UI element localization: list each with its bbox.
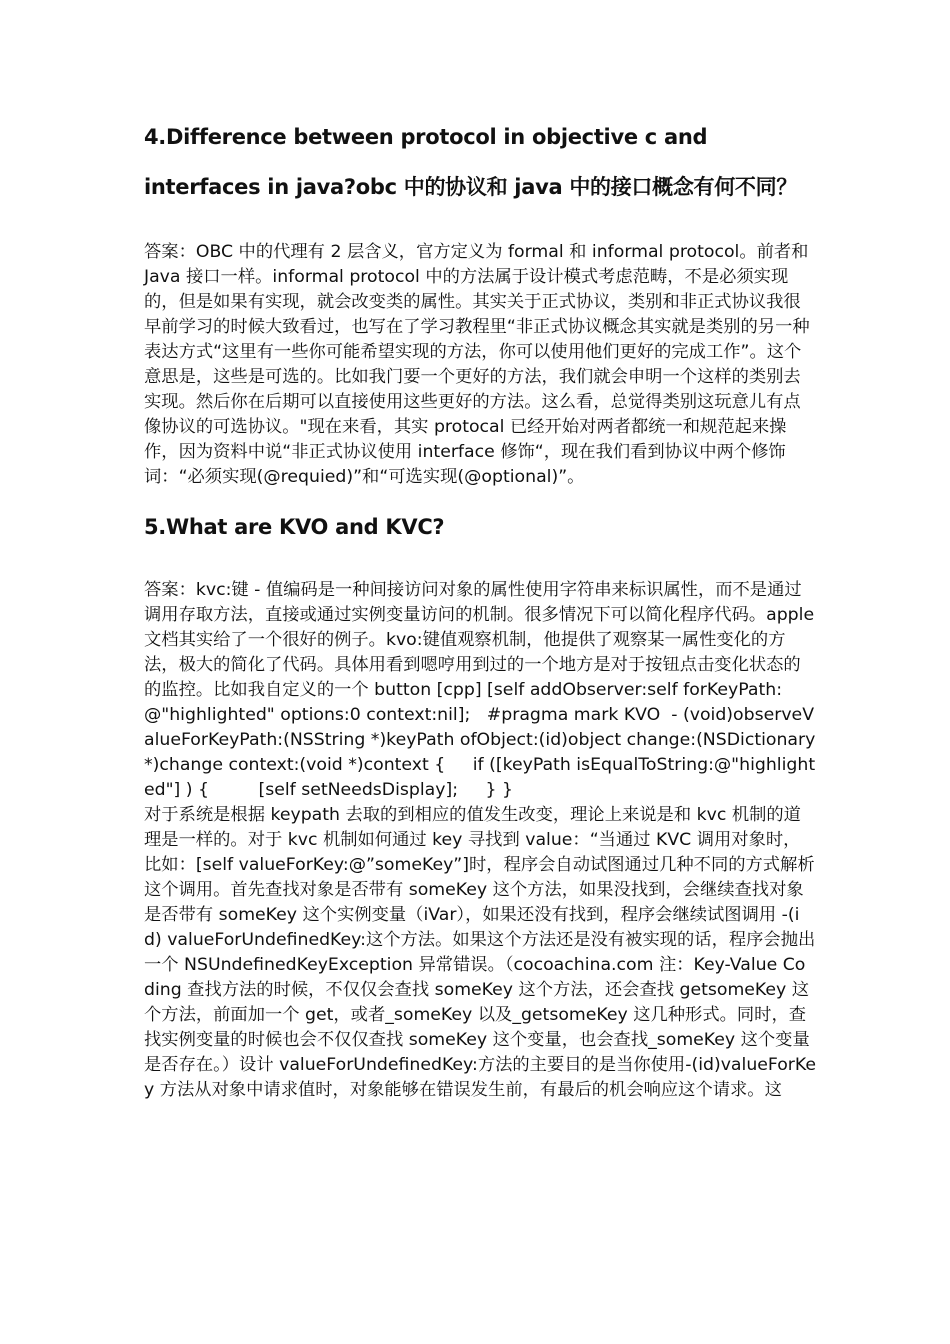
document-content [144,112,821,1103]
question-5-heading: 5.What are KVO and KVC? [144,515,445,539]
question-4-heading: 4.Difference between protocol in objective c and interfaces in java?obc 中的协议和 java 中的接口概念有何不同？ [144,125,798,199]
question-4-answer: 答案：OBC 中的代理有 2 层含义，官方定义为 formal 和 informal protocol。前者和 Java 接口一样。informal protocol 中的方法属于设计模式考虑范畴，不是必须实现的，但是如果有实现，就会改变类的属性。其实关于正式协议，类别和非正式协议我很早前学习的时候大致看过，也写在了学习教程里“非正式协议概念其实就是类别的另一种表达方式“这里有一些你可能希望实现的方法，你可以使用他们更好的完成工作”。这个意思是，这些是可选的。比如我门要一个更好的方法，我们就会申明一个这样的类别去实现。然后你在后期可以直接使用这些更好的方法。这么看，总觉得类别这玩意儿有点像协议的可选协议。"现在来看，其实 protocal 已经开始对两者都统一和规范起来操作，因为资料中说“非正式协议使用 interface 修饰“，现在我们看到协议中两个修饰词：“必须实现(@requied)”和“可选实现(@optional)”。 [144,242,814,487]
question-5-answer-intro: 答案：kvc:键 - 值编码是一种间接访问对象的属性使用字符串来标识属性，而不是通过调用存取方法，直接或通过实例变量访问的机制。很多情况下可以简化程序代码。apple 文档其实给了一个很好的例子。kvo:键值观察机制，他提供了观察某一属性变化的方法，极大的简化了代码。具体用看到嗯哼用到过的一个地方是对于按钮点击变化状态的的监控。比如我自定义的一个 button [cpp] [self addObserver:self forKeyPath:@"highlighted" options:0 context:nil]; #pragma mark KVO - (void)observeValueForKeyPath:(NSString *)keyPath ofObject:(id)object change:(NSDictionary *)change context:(void *)context { if ([keyPath isEqualToString:@"highlighted"] ) { [self setNeedsDisplay]; } } [144,580,821,800]
question-5-answer-body: 对于系统是根据 keypath 去取的到相应的值发生改变，理论上来说是和 kvc 机制的道理是一样的。对于 kvc 机制如何通过 key 寻找到 value：“当通过 KVC 调用对象时，比如：[self valueForKey:@”someKey”]时，程序会自动试图通过几种不同的方式解析这个调用。首先查找对象是否带有 someKey 这个方法，如果没找到，会继续查找对象是否带有 someKey 这个实例变量（iVar），如果还没有找到，程序会继续试图调用 -(id) valueForUndefinedKey:这个方法。如果这个方法还是没有被实现的话，程序会抛出一个 NSUndefinedKeyException 异常错误。（cocoachina.com 注：Key-Value Coding 查找方法的时候，不仅仅会查找 someKey 这个方法，还会查找 getsomeKey 这个方法，前面加一个 get，或者_someKey 以及_getsomeKey 这几种形式。同时，查找实例变量的时候也会不仅仅查找 someKey 这个变量，也会查找_someKey 这个变量是否存在。）设计 valueForUndefinedKey:方法的主要目的是当你使用-(id)valueForKey 方法从对象中请求值时，对象能够在错误发生前，有最后的机会响应这个请求。这 [144,805,817,1100]
